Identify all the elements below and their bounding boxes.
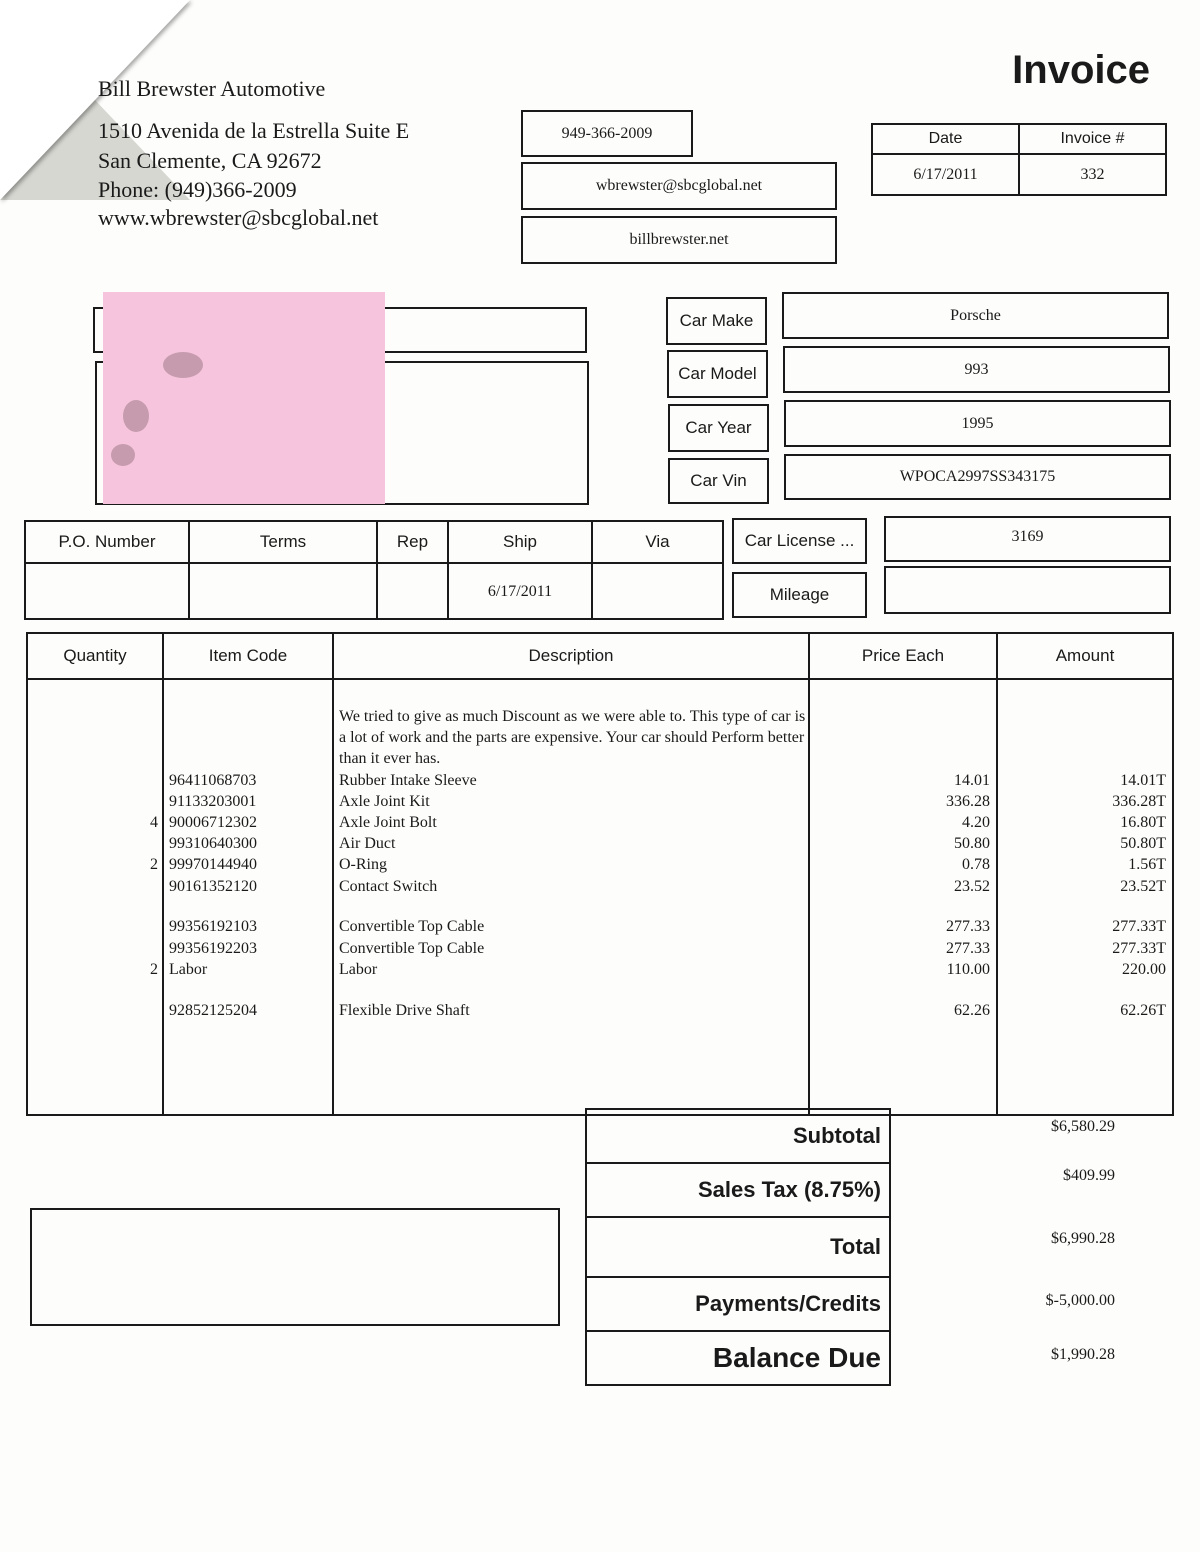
invoice-date: 6/17/2011 <box>913 165 978 183</box>
car-year-label: Car Year <box>685 418 752 437</box>
redaction-patch <box>103 292 385 504</box>
item-qty <box>28 833 162 854</box>
item-code: 96411068703 <box>169 772 257 789</box>
item-code: 99310640300 <box>169 835 257 852</box>
car-year: 1995 <box>961 414 994 432</box>
car-model: 993 <box>964 360 989 378</box>
item-description: Axle Joint Kit <box>339 793 430 810</box>
ship-value: 6/17/2011 <box>447 564 591 620</box>
item-price-each: 14.01 <box>954 772 990 789</box>
po-number-value <box>26 564 188 620</box>
item-price-each: 277.33 <box>946 940 990 957</box>
car-year-label-box <box>668 404 769 452</box>
po-number-header: P.O. Number <box>58 532 156 551</box>
car-license-label: Car License ... <box>744 531 855 550</box>
item-amount: 277.33T <box>1112 918 1166 935</box>
subtotal-label <box>585 1108 891 1164</box>
invoice-title: Invoice <box>1012 48 1150 92</box>
item-qty: 4 <box>150 814 158 831</box>
total-value: $6,990.28 <box>1051 1230 1115 1247</box>
item-price-each: 4.20 <box>962 814 990 831</box>
item-qty <box>28 791 162 812</box>
item-description: Labor <box>339 961 378 978</box>
via-value <box>591 564 722 620</box>
mileage-value-box <box>884 566 1171 614</box>
contact-website: billbrewster.net <box>629 231 729 248</box>
quantity-column <box>28 680 162 1114</box>
total-label <box>585 1216 891 1278</box>
item-qty: 2 <box>150 961 158 978</box>
item-amount: 16.80T <box>1120 814 1166 831</box>
item-description: Axle Joint Bolt <box>339 814 437 831</box>
item-price-each: 50.80 <box>954 835 990 852</box>
car-vin-value-box <box>784 454 1171 500</box>
balance-due-value: $1,990.28 <box>1051 1346 1115 1363</box>
item-price-each: 336.28 <box>946 793 990 810</box>
item-amount: 220.00 <box>1122 961 1166 978</box>
company-phone: Phone: (949)366-2009 <box>98 177 297 202</box>
company-address-line1: 1510 Avenida de la Estrella Suite E <box>98 118 410 143</box>
mileage-label: Mileage <box>769 585 830 604</box>
car-model-value-box <box>783 346 1170 393</box>
item-price-each: 23.52 <box>954 878 990 895</box>
contact-website-box <box>521 216 837 264</box>
item-qty <box>28 938 162 959</box>
item-price-each: 0.78 <box>962 856 990 873</box>
sales-tax-label-text: Sales Tax (8.75%) <box>697 1177 881 1202</box>
car-vin: WPOCA2997SS343175 <box>899 468 1056 485</box>
car-make: Porsche <box>950 306 1001 324</box>
item-amount: 62.26T <box>1120 1002 1166 1019</box>
car-make-label: Car Make <box>679 311 754 330</box>
item-qty <box>28 876 162 897</box>
line-items-table <box>26 632 1174 1116</box>
invoice-number-header: Invoice # <box>1018 125 1165 153</box>
contact-email: wbrewster@sbcglobal.net <box>595 177 763 194</box>
quantity-header: Quantity <box>63 646 127 665</box>
car-make-label-box <box>666 297 767 345</box>
car-model-label: Car Model <box>678 364 757 383</box>
order-info-table <box>24 520 724 620</box>
item-price-each: 110.00 <box>946 961 990 978</box>
date-header: Date <box>928 130 963 147</box>
company-web: www.wbrewster@sbcglobal.net <box>98 205 379 230</box>
item-code-column <box>162 680 332 1114</box>
company-address-line2: San Clemente, CA 92672 <box>98 148 322 173</box>
sales-tax-label <box>585 1162 891 1218</box>
item-code: 99970144940 <box>169 856 257 873</box>
item-description: Convertible Top Cable <box>339 918 485 935</box>
description-header: Description <box>332 634 808 678</box>
item-description: Air Duct <box>339 835 396 852</box>
item-code-header: Item Code <box>162 634 332 678</box>
car-license-value-box <box>884 516 1171 562</box>
item-description: O-Ring <box>339 856 387 873</box>
terms-value <box>188 564 376 620</box>
item-code: 90006712302 <box>169 814 257 831</box>
memo-box <box>30 1208 560 1326</box>
item-description: Rubber Intake Sleeve <box>339 772 477 789</box>
item-price-each: 277.33 <box>946 918 990 935</box>
invoice-meta-table <box>871 123 1167 196</box>
rep-header: Rep <box>376 522 447 562</box>
item-amount: 1.56T <box>1128 856 1166 873</box>
car-license: 3169 <box>1011 528 1044 545</box>
payments-label-text: Payments/Credits <box>695 1291 881 1316</box>
car-license-label-box <box>732 518 867 564</box>
item-qty <box>28 916 162 937</box>
via-header: Via <box>591 522 722 562</box>
contact-phone: 949-366-2009 <box>561 124 653 142</box>
amount-header: Amount <box>996 634 1172 678</box>
car-vin-label: Car Vin <box>690 471 747 490</box>
sales-tax-value: $409.99 <box>1063 1167 1115 1184</box>
item-amount: 23.52T <box>1120 878 1166 895</box>
item-qty <box>28 1000 162 1021</box>
total-label-text: Total <box>830 1234 881 1259</box>
item-code: 92852125204 <box>169 1002 257 1019</box>
balance-due-label-text: Balance Due <box>712 1342 881 1373</box>
invoice-note: We tried to give as much Discount as we were able to. This type of car is a lot of work and the parts are expensive. Your car should Perform better than it ever has. <box>339 708 806 767</box>
payments-label <box>585 1276 891 1332</box>
item-code: 90161352120 <box>169 878 257 895</box>
description-column <box>332 680 808 1114</box>
mileage-label-box <box>732 572 867 618</box>
item-amount: 14.01T <box>1120 772 1166 789</box>
invoice-number: 332 <box>1018 155 1165 194</box>
item-code: Labor <box>169 961 208 978</box>
amount-column <box>996 680 1172 1114</box>
item-amount: 277.33T <box>1112 940 1166 957</box>
item-amount: 336.28T <box>1112 793 1166 810</box>
price-each-column <box>808 680 996 1114</box>
contact-phone-box <box>521 110 693 157</box>
contact-email-box <box>521 162 837 210</box>
car-vin-label-box <box>668 458 769 504</box>
rep-value <box>376 564 447 620</box>
item-code: 99356192103 <box>169 918 257 935</box>
item-amount: 50.80T <box>1120 835 1166 852</box>
car-year-value-box <box>784 400 1171 447</box>
item-qty <box>28 770 162 791</box>
item-code: 99356192203 <box>169 940 257 957</box>
balance-due-label <box>585 1330 891 1386</box>
item-description: Flexible Drive Shaft <box>339 1002 470 1019</box>
price-each-header: Price Each <box>808 634 996 678</box>
payments-value: $-5,000.00 <box>1045 1292 1115 1309</box>
ship-header: Ship <box>447 522 591 562</box>
item-qty: 2 <box>150 856 158 873</box>
item-code: 91133203001 <box>169 793 257 810</box>
item-description: Convertible Top Cable <box>339 940 485 957</box>
company-name: Bill Brewster Automotive <box>98 76 326 101</box>
terms-header: Terms <box>188 522 376 562</box>
subtotal-value: $6,580.29 <box>1051 1118 1115 1135</box>
car-model-label-box <box>667 350 768 398</box>
subtotal-label-text: Subtotal <box>793 1123 881 1148</box>
item-description: Contact Switch <box>339 878 438 895</box>
item-price-each: 62.26 <box>954 1002 990 1019</box>
car-make-value-box <box>782 292 1169 339</box>
